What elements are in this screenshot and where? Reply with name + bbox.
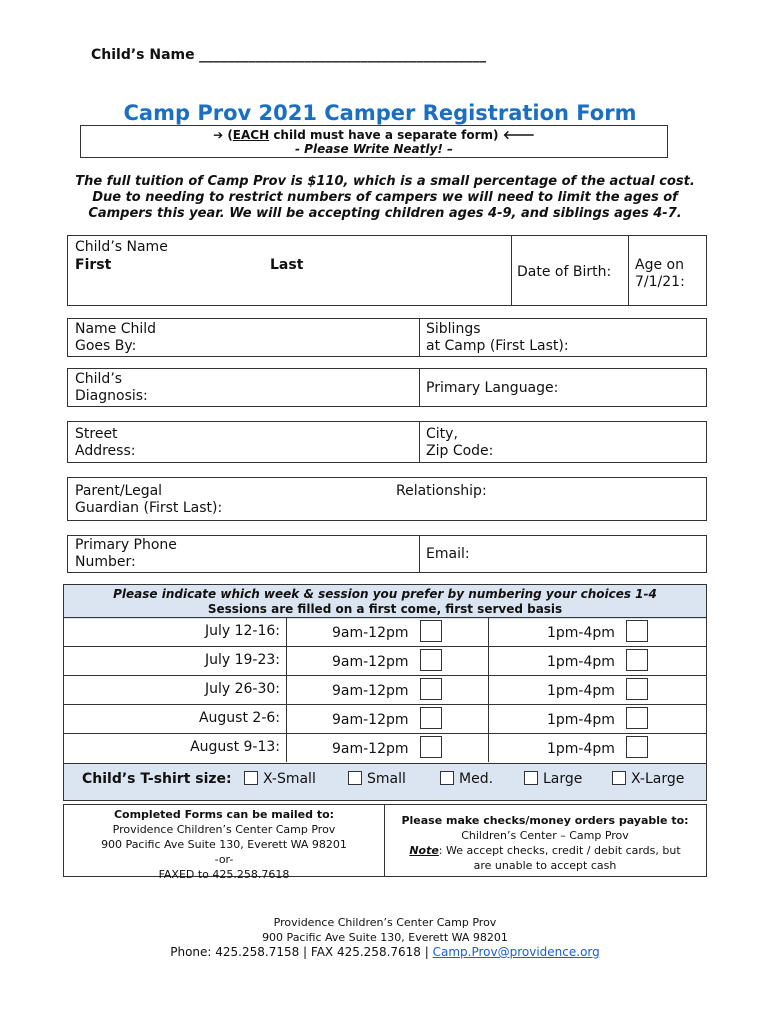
morning-session-checkbox[interactable] [420,736,442,758]
session-row [64,704,706,733]
page-title: Camp Prov 2021 Camper Registration Form [123,101,637,125]
morning-session-checkbox[interactable] [420,707,442,729]
tshirt-size-checkbox[interactable] [244,771,258,785]
tshirt-size-checkbox[interactable] [348,771,362,785]
siblings-field[interactable]: Siblings at Camp (First Last): [426,321,569,354]
tshirt-size-checkbox[interactable] [524,771,538,785]
each-emphasis: EACH [232,128,270,142]
sessions-header: Please indicate which week & session you prefer by numbering your choices 1-4 Sessions are filled on a first come, first served basis [64,585,706,619]
guardian-field[interactable]: Parent/Legal Guardian (First Last): [75,483,223,516]
tshirt-size-label: Med. [459,771,494,787]
intro-line-1: The full tuition of Camp Prov is $110, which is a small percentage of the actual cost. [75,174,695,189]
morning-session-checkbox[interactable] [420,649,442,671]
city-zip-field[interactable]: City, Zip Code: [426,426,494,459]
write-neatly-note: - Please Write Neatly! – [295,142,453,156]
last-name-field[interactable]: Last [270,257,304,273]
tshirt-size-group: Child’s T-shirt size: [82,771,232,787]
tshirt-size-checkbox[interactable] [612,771,626,785]
afternoon-session-label: 1pm-4pm [547,654,615,670]
primary-language-field[interactable]: Primary Language: [426,380,559,396]
morning-session-checkbox[interactable] [420,620,442,642]
morning-session-label: 9am-12pm [332,625,409,641]
tshirt-size-option[interactable] [440,771,493,788]
tshirt-size-option[interactable] [612,771,684,788]
mailing-info [63,804,707,881]
afternoon-session-checkbox[interactable] [626,620,648,642]
afternoon-session-checkbox[interactable] [626,736,648,758]
nickname-siblings-row [67,318,707,357]
session-row [64,733,706,762]
guardian-row [67,477,707,521]
tshirt-size-option[interactable] [348,771,406,788]
contact-row [67,535,707,573]
mail-address-block: Completed Forms can be mailed to: Providence Children’s Center Camp Prov 900 Pacific Ave Suite 130, Everett WA 98201 -or- FAXED to 425.258.7618 [101,808,347,881]
first-name-field[interactable]: First [75,257,112,273]
session-week-label: August 9-13: [190,739,280,755]
tuition-intro [0,174,770,222]
morning-session-label: 9am-12pm [332,683,409,699]
tshirt-size-label: Small [367,771,406,787]
morning-session-label: 9am-12pm [332,654,409,670]
afternoon-session-label: 1pm-4pm [547,712,615,728]
date-of-birth-field[interactable]: Date of Birth: [517,264,612,280]
session-week-label: July 26-30: [204,681,280,697]
arrow-right-icon: ➔ [213,128,224,142]
afternoon-session-label: 1pm-4pm [547,741,615,757]
session-row [64,675,706,704]
age-field[interactable]: Age on 7/1/21: [635,257,685,290]
morning-session-label: 9am-12pm [332,712,409,728]
childs-name-header [91,47,486,64]
child-name-label: Child’s Name [75,239,168,255]
afternoon-session-label: 1pm-4pm [547,683,615,699]
email-field[interactable]: Email: [426,546,470,562]
arrow-left-icon: 🡐 [502,128,535,142]
tshirt-size-checkbox[interactable] [440,771,454,785]
session-row [64,646,706,675]
intro-line-2: Due to needing to restrict numbers of campers we will need to limit the ages of [92,190,678,205]
sessions-table [63,584,707,801]
session-row [64,617,706,646]
relationship-field[interactable]: Relationship: [396,483,487,499]
address-row [67,421,707,463]
child-name-row [67,235,707,306]
diagnosis-field[interactable]: Child’s Diagnosis: [75,371,148,404]
diagnosis-language-row [67,368,707,407]
payment-info-block: Please make checks/money orders payable to: Children’s Center – Camp Prov Note: We accept checks, credit / debit cards, but are unable to accept cash [401,814,689,872]
name-goes-by-field[interactable]: Name Child Goes By: [75,321,157,354]
afternoon-session-checkbox[interactable] [626,678,648,700]
tshirt-size-label: Child’s T-shirt size [82,771,227,787]
session-week-label: August 2-6: [198,710,280,726]
childs-name-line[interactable]: _________________________________________ [199,47,487,63]
afternoon-session-label: 1pm-4pm [547,625,615,641]
afternoon-session-checkbox[interactable] [626,707,648,729]
separate-form-line: ➔ (EACH child must have a separate form) 🡐 [213,128,535,142]
tshirt-size-label: X-Large [631,771,685,787]
tshirt-size-option[interactable] [524,771,582,788]
street-address-field[interactable]: Street Address: [75,426,136,459]
tshirt-size-label: Large [543,771,583,787]
footer-email-link[interactable]: Camp.Prov@providence.org [432,945,600,959]
footer: Providence Children’s Center Camp Prov 900 Pacific Ave Suite 130, Everett WA 98201 Phone: 425.258.7158 | FAX 425.258.7618 | Camp.Prov@providence.org [170,916,600,959]
intro-line-3: Campers this year. We will be accepting children ages 4-9, and siblings ages 4-7. [88,206,682,221]
childs-name-label: Child’s Name [91,47,195,63]
afternoon-session-checkbox[interactable] [626,649,648,671]
session-week-label: July 12-16: [204,623,280,639]
phone-field[interactable]: Primary Phone Number: [75,537,177,570]
session-week-label: July 19-23: [204,652,280,668]
tshirt-size-option[interactable] [244,771,316,788]
separate-form-note [80,125,668,158]
morning-session-label: 9am-12pm [332,741,409,757]
morning-session-checkbox[interactable] [420,678,442,700]
tshirt-size-label: X-Small [263,771,316,787]
